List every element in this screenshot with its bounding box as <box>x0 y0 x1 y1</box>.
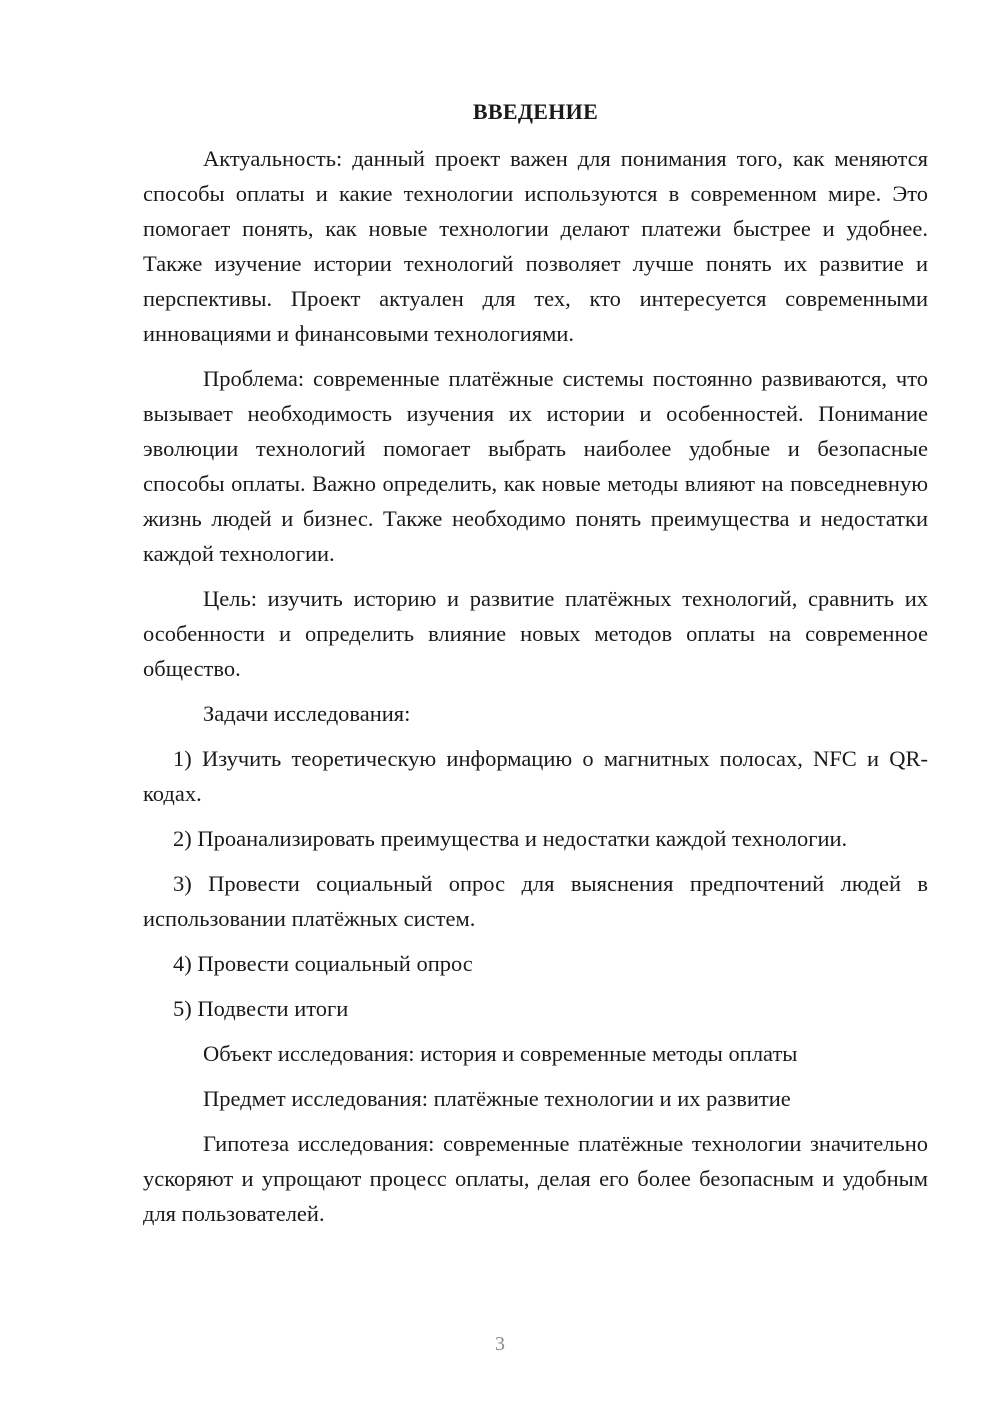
task-item-5: 5) Подвести итоги <box>173 996 349 1021</box>
research-object: Объект исследования: история и современные методы оплаты <box>203 1041 798 1066</box>
goal-paragraph: Цель: изучить историю и развитие платёжных технологий, сравнить их особенности и определить влияние новых методов оплаты на современное общество. <box>143 586 928 681</box>
task-item-2: 2) Проанализировать преимущества и недостатки каждой технологии. <box>173 826 848 851</box>
tasks-heading: Задачи исследования: <box>203 701 411 726</box>
page-title: ВВЕДЕНИЕ <box>472 99 599 124</box>
page-number: 3 <box>495 1333 505 1355</box>
hypothesis-paragraph: Гипотеза исследования: современные платёжные технологии значительно ускоряют и упрощают процесс оплаты, делая его более безопасным и удобным для пользователей. <box>143 1131 928 1226</box>
problem-paragraph: Проблема: современные платёжные системы постоянно развиваются, что вызывает необходимость изучения их истории и особенностей. Понимание эволюции технологий помогает выбрать наиболее удобные и безопасные способы оплаты. Важно определить, как новые методы влияют на повседневную жизнь людей и бизнес. Также необходимо понять преимущества и недостатки каждой технологии. <box>143 366 928 566</box>
research-subject: Предмет исследования: платёжные технологии и их развитие <box>203 1086 791 1111</box>
document-page <box>143 94 928 1241</box>
task-item-3: 3) Провести социальный опрос для выяснения предпочтений людей в использовании платёжных систем. <box>143 871 928 931</box>
task-item-1: 1) Изучить теоретическую информацию о магнитных полосах, NFC и QR-кодах. <box>143 746 928 806</box>
relevance-paragraph: Актуальность: данный проект важен для понимания того, как меняются способы оплаты и какие технологии используются в современном мире. Это помогает понять, как новые технологии делают платежи быстрее и удобнее. Также изучение истории технологий позволяет лучше понять их развитие и перспективы. Проект актуален для тех, кто интересуется современными инновациями и финансовыми технологиями. <box>143 146 928 346</box>
task-item-4: 4) Провести социальный опрос <box>173 951 473 976</box>
